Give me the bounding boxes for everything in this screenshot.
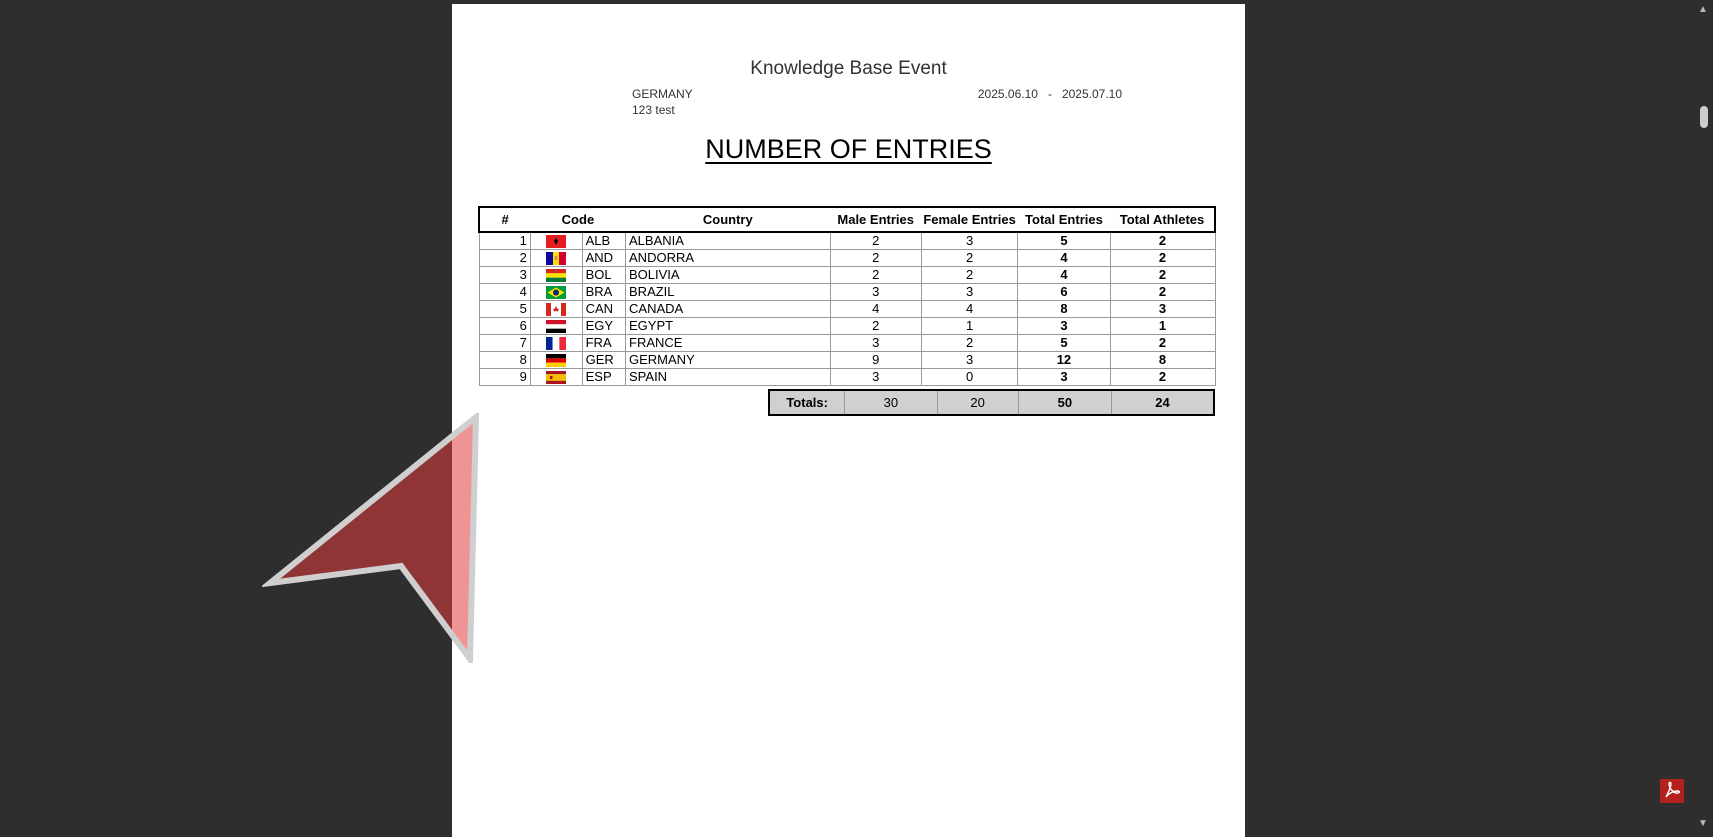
country-code: ESP (582, 369, 625, 386)
country-code: BRA (582, 284, 625, 301)
totals-female: 20 (937, 391, 1018, 414)
male-entries: 3 (830, 284, 921, 301)
male-entries: 2 (830, 250, 921, 267)
table-row (479, 352, 1215, 369)
total-athletes: 1 (1110, 318, 1215, 335)
row-number: 3 (479, 267, 530, 284)
report-heading: NUMBER OF ENTRIES (705, 134, 992, 164)
table-row (479, 301, 1215, 318)
flag-france-icon (546, 337, 566, 350)
female-entries: 4 (921, 301, 1018, 318)
total-entries: 12 (1018, 352, 1110, 369)
event-country: GERMANY (632, 87, 693, 101)
male-entries: 2 (830, 318, 921, 335)
col-athletes-header: Total Athletes (1110, 207, 1215, 232)
country-name: BRAZIL (626, 284, 831, 301)
country-code: BOL (582, 267, 625, 284)
total-entries: 6 (1018, 284, 1110, 301)
total-athletes: 8 (1110, 352, 1215, 369)
totals-label: Totals: (786, 395, 828, 410)
female-entries: 3 (921, 232, 1018, 250)
total-entries: 3 (1018, 318, 1110, 335)
col-total-header: Total Entries (1018, 207, 1110, 232)
mouse-pointer-icon (262, 413, 482, 663)
male-entries: 2 (830, 267, 921, 284)
country-name: BOLIVIA (626, 267, 831, 284)
flag-germany-icon (546, 354, 566, 367)
total-entries: 4 (1018, 250, 1110, 267)
totals-total: 50 (1018, 391, 1111, 414)
event-venue: 123 test (632, 103, 675, 117)
table-row (479, 267, 1215, 284)
male-entries: 2 (830, 232, 921, 250)
date-end: 2025.07.10 (1061, 87, 1122, 101)
country-code: AND (582, 250, 625, 267)
scroll-up-arrow-icon[interactable]: ▲ (1698, 4, 1708, 15)
country-code: EGY (582, 318, 625, 335)
total-athletes: 2 (1110, 284, 1215, 301)
col-country-header: Country (626, 207, 831, 232)
flag-canada-icon (546, 303, 566, 316)
row-number: 6 (479, 318, 530, 335)
totals-male: 30 (844, 391, 936, 414)
total-athletes: 2 (1110, 335, 1215, 352)
female-entries: 3 (921, 352, 1018, 369)
total-athletes: 2 (1110, 232, 1215, 250)
col-male-header: Male Entries (830, 207, 921, 232)
scrollbar-thumb[interactable] (1700, 106, 1708, 128)
country-name: FRANCE (626, 335, 831, 352)
female-entries: 2 (921, 335, 1018, 352)
female-entries: 3 (921, 284, 1018, 301)
row-number: 2 (479, 250, 530, 267)
total-entries: 3 (1018, 369, 1110, 386)
row-number: 5 (479, 301, 530, 318)
country-name: ALBANIA (626, 232, 831, 250)
document-title: Knowledge Base Event (750, 58, 947, 79)
table-row (479, 335, 1215, 352)
flag-andorra-icon (546, 252, 566, 265)
total-entries: 5 (1018, 335, 1110, 352)
row-number: 8 (479, 352, 530, 369)
male-entries: 4 (830, 301, 921, 318)
table-row (479, 318, 1215, 335)
male-entries: 3 (830, 335, 921, 352)
row-number: 7 (479, 335, 530, 352)
table-row (479, 232, 1215, 250)
scroll-down-arrow-icon[interactable]: ▼ (1698, 818, 1708, 829)
col-code-header: Code (530, 207, 625, 232)
table-row (479, 250, 1215, 267)
country-name: CANADA (626, 301, 831, 318)
col-number-header: # (479, 207, 530, 232)
table-row (479, 369, 1215, 386)
total-entries: 4 (1018, 267, 1110, 284)
pdf-page (452, 4, 1245, 837)
total-athletes: 2 (1110, 250, 1215, 267)
country-code: CAN (582, 301, 625, 318)
female-entries: 1 (921, 318, 1018, 335)
flag-albania-icon (546, 235, 566, 248)
country-name: EGYPT (626, 318, 831, 335)
totals-row (768, 389, 1215, 416)
female-entries: 2 (921, 267, 1018, 284)
row-number: 4 (479, 284, 530, 301)
country-code: ALB (582, 232, 625, 250)
date-separator: - (1047, 87, 1052, 101)
pdf-icon[interactable] (1660, 779, 1684, 803)
flag-egypt-icon (546, 320, 566, 333)
event-dates (922, 87, 1122, 101)
flag-spain-icon (546, 371, 566, 384)
male-entries: 3 (830, 369, 921, 386)
female-entries: 2 (921, 250, 1018, 267)
total-athletes: 2 (1110, 369, 1215, 386)
col-female-header: Female Entries (921, 207, 1018, 232)
country-name: SPAIN (626, 369, 831, 386)
entries-table (478, 206, 1216, 386)
table-header-row (479, 207, 1215, 232)
row-number: 9 (479, 369, 530, 386)
total-entries: 8 (1018, 301, 1110, 318)
total-athletes: 3 (1110, 301, 1215, 318)
country-code: GER (582, 352, 625, 369)
date-start: 2025.06.10 (977, 87, 1038, 101)
table-row (479, 284, 1215, 301)
total-athletes: 2 (1110, 267, 1215, 284)
row-number: 1 (479, 232, 530, 250)
male-entries: 9 (830, 352, 921, 369)
country-name: ANDORRA (626, 250, 831, 267)
country-name: GERMANY (626, 352, 831, 369)
total-entries: 5 (1018, 232, 1110, 250)
country-code: FRA (582, 335, 625, 352)
flag-bolivia-icon (546, 269, 566, 282)
flag-brazil-icon (546, 286, 566, 299)
female-entries: 0 (921, 369, 1018, 386)
totals-athletes: 24 (1111, 391, 1213, 414)
